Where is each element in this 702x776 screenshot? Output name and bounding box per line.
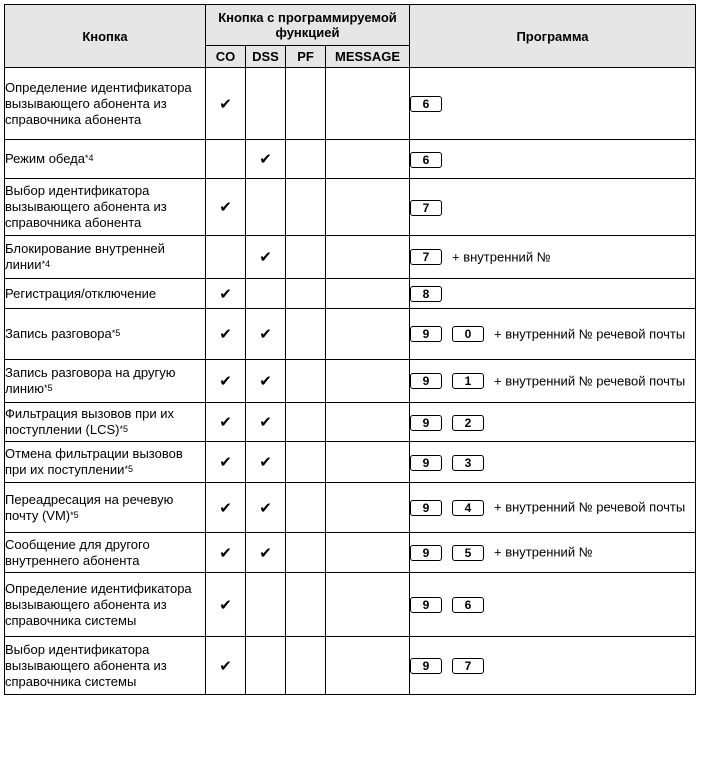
footnote-marker: *5 xyxy=(119,424,129,434)
check-cell-message xyxy=(326,360,410,403)
check-cell-dss xyxy=(246,309,286,360)
key-button: 9 xyxy=(410,326,442,342)
program-suffix: + внутренний № речевой почты xyxy=(494,326,686,342)
check-cell-co xyxy=(206,637,246,695)
check-cell-pf xyxy=(286,179,326,236)
check-cell-message xyxy=(326,442,410,483)
key-button: 9 xyxy=(410,415,442,431)
check-cell-pf xyxy=(286,483,326,533)
key-button: 9 xyxy=(410,597,442,613)
check-cell-co xyxy=(206,309,246,360)
program-cell xyxy=(410,483,696,533)
feature-name xyxy=(5,533,206,573)
program-cell xyxy=(410,279,696,309)
footnote-marker: *5 xyxy=(124,464,133,474)
check-mark-icon: ✔ xyxy=(259,151,272,168)
check-cell-dss xyxy=(246,442,286,483)
check-cell-co xyxy=(206,140,246,179)
check-cell-co xyxy=(206,360,246,403)
key-button: 9 xyxy=(410,658,442,674)
header-pf: PF xyxy=(286,46,326,68)
table-row xyxy=(5,236,696,279)
feature-name xyxy=(5,483,206,533)
table-row xyxy=(5,533,696,573)
check-mark-icon: ✔ xyxy=(219,454,232,471)
key-button: 3 xyxy=(452,455,484,471)
program-suffix: + внутренний № речевой почты xyxy=(494,499,686,515)
key-button: 6 xyxy=(410,152,442,168)
program-cell xyxy=(410,573,696,637)
program-cell xyxy=(410,179,696,236)
check-mark-icon: ✔ xyxy=(219,414,232,431)
footnote-marker: *5 xyxy=(111,328,121,338)
check-mark-icon: ✔ xyxy=(219,326,232,343)
table-row xyxy=(5,279,696,309)
check-cell-dss xyxy=(246,533,286,573)
check-cell-pf xyxy=(286,279,326,309)
table-row xyxy=(5,309,696,360)
table-row xyxy=(5,573,696,637)
feature-name xyxy=(5,309,206,360)
check-cell-pf xyxy=(286,533,326,573)
header-co: CO xyxy=(206,46,246,68)
key-button: 2 xyxy=(452,415,484,431)
footnote-marker: *5 xyxy=(70,509,79,520)
check-cell-co xyxy=(206,179,246,236)
check-cell-message xyxy=(326,68,410,140)
footnote-marker: *5 xyxy=(44,383,53,393)
feature-name-text: Выбор идентификатора вызывающего абонента из справочника системы xyxy=(5,641,167,689)
feature-name-text: Определение идентификатора вызывающего абонента из справочника абонента xyxy=(5,79,192,127)
key-button: 8 xyxy=(410,286,442,302)
check-cell-dss xyxy=(246,637,286,695)
feature-name-text: Определение идентификатора вызывающего абонента из справочника системы xyxy=(5,580,192,628)
check-cell-message xyxy=(326,573,410,637)
check-mark-icon: ✔ xyxy=(219,285,232,303)
program-cell xyxy=(410,442,696,483)
feature-name xyxy=(5,360,206,403)
check-cell-co xyxy=(206,573,246,637)
program-suffix: + внутренний № xyxy=(452,249,551,265)
check-cell-co xyxy=(206,236,246,279)
feature-name-text: Запись разговора xyxy=(5,326,112,341)
check-cell-pf xyxy=(286,403,326,442)
table-row xyxy=(5,483,696,533)
feature-name xyxy=(5,279,206,309)
check-cell-co xyxy=(206,483,246,533)
table-row xyxy=(5,442,696,483)
header-message: MESSAGE xyxy=(326,46,410,68)
check-cell-co xyxy=(206,68,246,140)
check-mark-icon: ✔ xyxy=(219,199,232,216)
check-mark-icon: ✔ xyxy=(259,414,272,431)
program-cell xyxy=(410,140,696,179)
feature-name-text: Переадресация на речевую почту (VM) xyxy=(5,491,174,523)
header-programmable-button: Кнопка с программируемой функцией xyxy=(206,5,410,46)
check-mark-icon: ✔ xyxy=(259,499,272,517)
key-button: 9 xyxy=(410,545,442,561)
check-cell-message xyxy=(326,533,410,573)
check-mark-icon: ✔ xyxy=(259,249,272,266)
table-row xyxy=(5,403,696,442)
check-mark-icon: ✔ xyxy=(259,326,272,343)
check-mark-icon: ✔ xyxy=(219,544,232,562)
footnote-marker: *4 xyxy=(84,153,94,163)
check-cell-dss xyxy=(246,179,286,236)
check-cell-dss xyxy=(246,140,286,179)
check-cell-co xyxy=(206,279,246,309)
check-cell-pf xyxy=(286,637,326,695)
check-cell-message xyxy=(326,637,410,695)
feature-name xyxy=(5,68,206,140)
check-mark-icon: ✔ xyxy=(259,373,272,390)
key-button: 9 xyxy=(410,455,442,471)
key-button: 7 xyxy=(410,200,442,216)
table-row xyxy=(5,179,696,236)
check-cell-dss xyxy=(246,279,286,309)
check-mark-icon: ✔ xyxy=(219,596,232,614)
feature-name-text: Режим обеда xyxy=(5,151,85,166)
key-button: 5 xyxy=(452,545,484,561)
table-row xyxy=(5,140,696,179)
check-cell-dss xyxy=(246,403,286,442)
feature-name xyxy=(5,140,206,179)
feature-name-text: Выбор идентификатора вызывающего абонента из справочника абонента xyxy=(5,183,167,230)
check-cell-pf xyxy=(286,236,326,279)
feature-name xyxy=(5,442,206,483)
check-mark-icon: ✔ xyxy=(219,657,232,675)
check-mark-icon: ✔ xyxy=(219,95,232,113)
feature-name-text: Блокирование внутренней линии xyxy=(5,241,165,272)
check-cell-pf xyxy=(286,309,326,360)
program-cell xyxy=(410,533,696,573)
check-cell-pf xyxy=(286,68,326,140)
feature-name-text: Отмена фильтрации вызовов при их поступлении xyxy=(5,446,183,477)
check-cell-dss xyxy=(246,483,286,533)
check-cell-dss xyxy=(246,236,286,279)
check-cell-message xyxy=(326,309,410,360)
check-cell-message xyxy=(326,140,410,179)
check-cell-message xyxy=(326,279,410,309)
feature-name-text: Запись разговора на другую линию xyxy=(5,365,176,396)
key-button: 9 xyxy=(410,500,442,516)
feature-name-text: Фильтрация вызовов при их поступлении (LCS) xyxy=(5,406,174,437)
program-suffix: + внутренний № xyxy=(494,544,593,560)
check-mark-icon: ✔ xyxy=(259,454,272,471)
feature-name xyxy=(5,573,206,637)
table-row xyxy=(5,637,696,695)
feature-name-text: Сообщение для другого внутреннего абонента xyxy=(5,536,150,568)
check-mark-icon: ✔ xyxy=(259,544,272,562)
feature-name xyxy=(5,637,206,695)
key-button: 4 xyxy=(452,500,484,516)
header-button: Кнопка xyxy=(5,5,206,68)
key-button: 6 xyxy=(410,96,442,112)
check-mark-icon: ✔ xyxy=(219,373,232,390)
check-cell-pf xyxy=(286,442,326,483)
program-cell xyxy=(410,403,696,442)
key-button: 0 xyxy=(452,326,484,342)
feature-name xyxy=(5,179,206,236)
check-cell-message xyxy=(326,236,410,279)
header-program: Программа xyxy=(410,5,696,68)
feature-name xyxy=(5,236,206,279)
check-cell-message xyxy=(326,179,410,236)
program-cell xyxy=(410,637,696,695)
program-cell xyxy=(410,309,696,360)
program-suffix: + внутренний № речевой почты xyxy=(494,373,686,389)
header-dss: DSS xyxy=(246,46,286,68)
check-cell-message xyxy=(326,483,410,533)
table-row xyxy=(5,360,696,403)
key-button: 7 xyxy=(452,658,484,674)
check-cell-message xyxy=(326,403,410,442)
footnote-marker: *4 xyxy=(41,259,51,269)
key-button: 1 xyxy=(452,373,484,389)
feature-name-text: Регистрация/отключение xyxy=(5,285,157,301)
key-button: 6 xyxy=(452,597,484,613)
key-button: 9 xyxy=(410,373,442,389)
check-cell-dss xyxy=(246,573,286,637)
feature-name xyxy=(5,403,206,442)
table-row xyxy=(5,68,696,140)
check-cell-pf xyxy=(286,360,326,403)
table-body xyxy=(5,68,696,695)
program-cell xyxy=(410,68,696,140)
check-cell-pf xyxy=(286,573,326,637)
check-cell-co xyxy=(206,403,246,442)
check-cell-pf xyxy=(286,140,326,179)
program-cell xyxy=(410,360,696,403)
programming-table xyxy=(4,4,696,695)
program-cell xyxy=(410,236,696,279)
check-cell-dss xyxy=(246,360,286,403)
check-cell-dss xyxy=(246,68,286,140)
check-mark-icon: ✔ xyxy=(219,499,232,517)
check-cell-co xyxy=(206,533,246,573)
key-button: 7 xyxy=(410,249,442,265)
check-cell-co xyxy=(206,442,246,483)
